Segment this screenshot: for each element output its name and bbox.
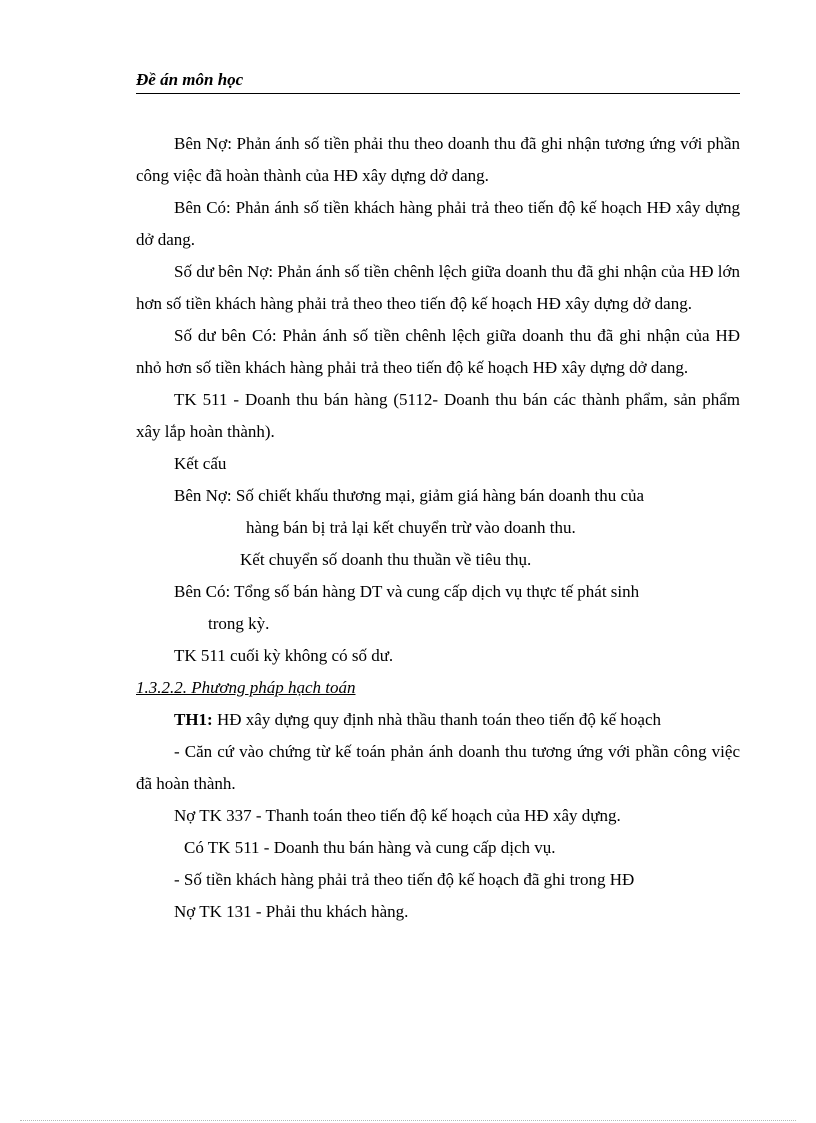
header-rule: [136, 93, 740, 94]
structure-credit-line2: trong kỳ.: [208, 614, 270, 633]
structure-label: Kết cấu: [174, 454, 227, 473]
structure-credit-line1: Bên Có: Tổng số bán hàng DT và cung cấp dịch vụ thực tế phát sinh: [174, 582, 640, 601]
page-header-title: Đề án môn học: [136, 70, 244, 89]
paragraph-debit: Bên Nợ: Phản ánh số tiền phải thu theo doanh thu đã ghi nhận tương ứng với phần công việc đã hoàn thành của HĐ xây dựng dở dang.: [136, 134, 740, 185]
case1-paragraph: [136, 704, 740, 736]
case1-text: HĐ xây dựng quy định nhà thầu thanh toán theo tiến độ kế hoạch: [212, 710, 662, 729]
paragraph-tk511: TK 511 - Doanh thu bán hàng (5112- Doanh thu bán các thành phẩm, sản phẩm xây lắp hoàn thành).: [136, 390, 740, 441]
paragraph-credit: Bên Có: Phản ánh số tiền khách hàng phải trả theo tiến độ kế hoạch HĐ xây dựng dở dang.: [136, 198, 740, 249]
structure-debit-line2: hàng bán bị trả lại kết chuyển trừ vào doanh thu.: [246, 518, 576, 537]
structure-balance: TK 511 cuối kỳ không có số dư.: [174, 646, 394, 665]
paragraph-debit-balance: Số dư bên Nợ: Phản ánh số tiền chênh lệch giữa doanh thu đã ghi nhận của HĐ lớn hơn số tiền khách hàng phải trả theo theo tiến độ kế hoạch HĐ xây dựng dở dang.: [136, 262, 740, 313]
entry-line3: Có TK 511 - Doanh thu bán hàng và cung cấp dịch vụ.: [184, 838, 556, 857]
case1-label: TH1:: [174, 710, 213, 729]
entry-line2: Nợ TK 337 - Thanh toán theo tiến độ kế hoạch của HĐ xây dựng.: [174, 806, 621, 825]
document-body: [136, 128, 740, 928]
entry-line5: Nợ TK 131 - Phải thu khách hàng.: [174, 902, 409, 921]
page-bottom-border: [20, 1120, 796, 1121]
structure-debit-line1: Bên Nợ: Số chiết khấu thương mại, giảm giá hàng bán doanh thu của: [174, 486, 645, 505]
structure-debit-line3: Kết chuyển số doanh thu thuần về tiêu thụ.: [240, 550, 532, 569]
entry-line1: - Căn cứ vào chứng từ kế toán phản ánh doanh thu tương ứng với phần công việc đã hoàn thành.: [136, 742, 740, 793]
section-heading: 1.3.2.2. Phương pháp hạch toán: [136, 678, 356, 697]
entry-line4: - Số tiền khách hàng phải trả theo tiến độ kế hoạch đã ghi trong HĐ: [174, 870, 635, 889]
paragraph-credit-balance: Số dư bên Có: Phản ánh số tiền chênh lệch giữa doanh thu đã ghi nhận của HĐ nhỏ hơn số tiền khách hàng phải trả theo tiến độ kế hoạch HĐ xây dựng dở dang.: [136, 326, 740, 377]
